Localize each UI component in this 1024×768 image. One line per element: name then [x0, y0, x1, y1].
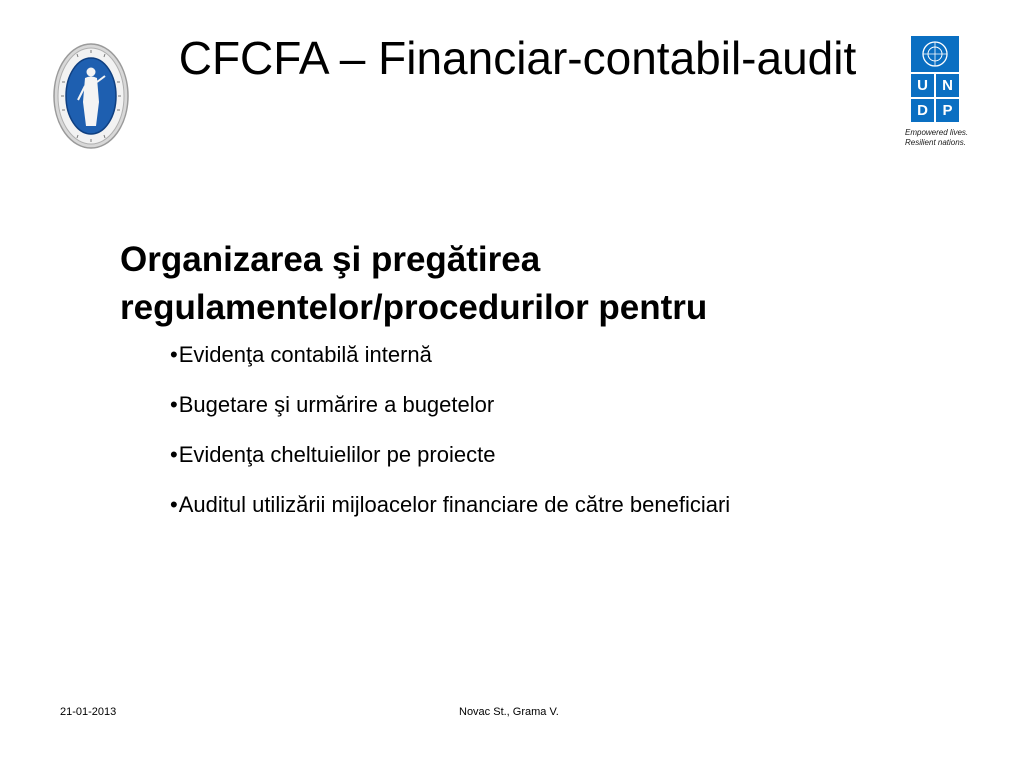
un-emblem-icon — [911, 36, 959, 72]
bullet-text: Evidenţa contabilă internă — [178, 342, 432, 367]
bullet-item — [170, 442, 940, 468]
slide-content — [120, 236, 940, 542]
bullet-marker: • — [170, 342, 178, 367]
bullet-list — [120, 342, 940, 518]
undp-letter-n: N — [936, 74, 959, 97]
undp-letters — [911, 74, 959, 122]
content-heading — [120, 236, 940, 332]
bullet-marker: • — [170, 442, 178, 467]
undp-logo-icon — [905, 36, 967, 148]
undp-letter-d: D — [911, 99, 934, 122]
undp-tagline-line: Empowered lives. — [905, 128, 969, 137]
undp-letter-u: U — [911, 74, 934, 97]
footer-author: Novac St., Grama V. — [459, 706, 559, 718]
footer-date: 21-01-2013 — [60, 706, 117, 718]
heading-line: Organizarea şi pregătirea — [120, 240, 541, 279]
undp-letter-p: P — [936, 99, 959, 122]
undp-tagline — [905, 128, 967, 148]
bullet-item — [170, 392, 940, 418]
slide-title: CFCFA – Financiar-contabil-audit — [178, 32, 857, 84]
academy-seal-icon — [52, 42, 130, 150]
bullet-text: Evidenţa cheltuielilor pe proiecte — [178, 442, 496, 467]
undp-logo-mark — [911, 36, 959, 122]
bullet-marker: • — [170, 392, 178, 417]
undp-tagline-line: Resilient nations. — [905, 138, 966, 147]
heading-line: regulamentelor/procedurilor pentru — [120, 288, 708, 327]
bullet-item — [170, 492, 940, 518]
bullet-text: Auditul utilizării mijloacelor financiare de către beneficiari — [178, 492, 731, 517]
bullet-marker: • — [170, 492, 178, 517]
bullet-item — [170, 342, 940, 368]
bullet-text: Bugetare şi urmărire a bugetelor — [178, 392, 495, 417]
